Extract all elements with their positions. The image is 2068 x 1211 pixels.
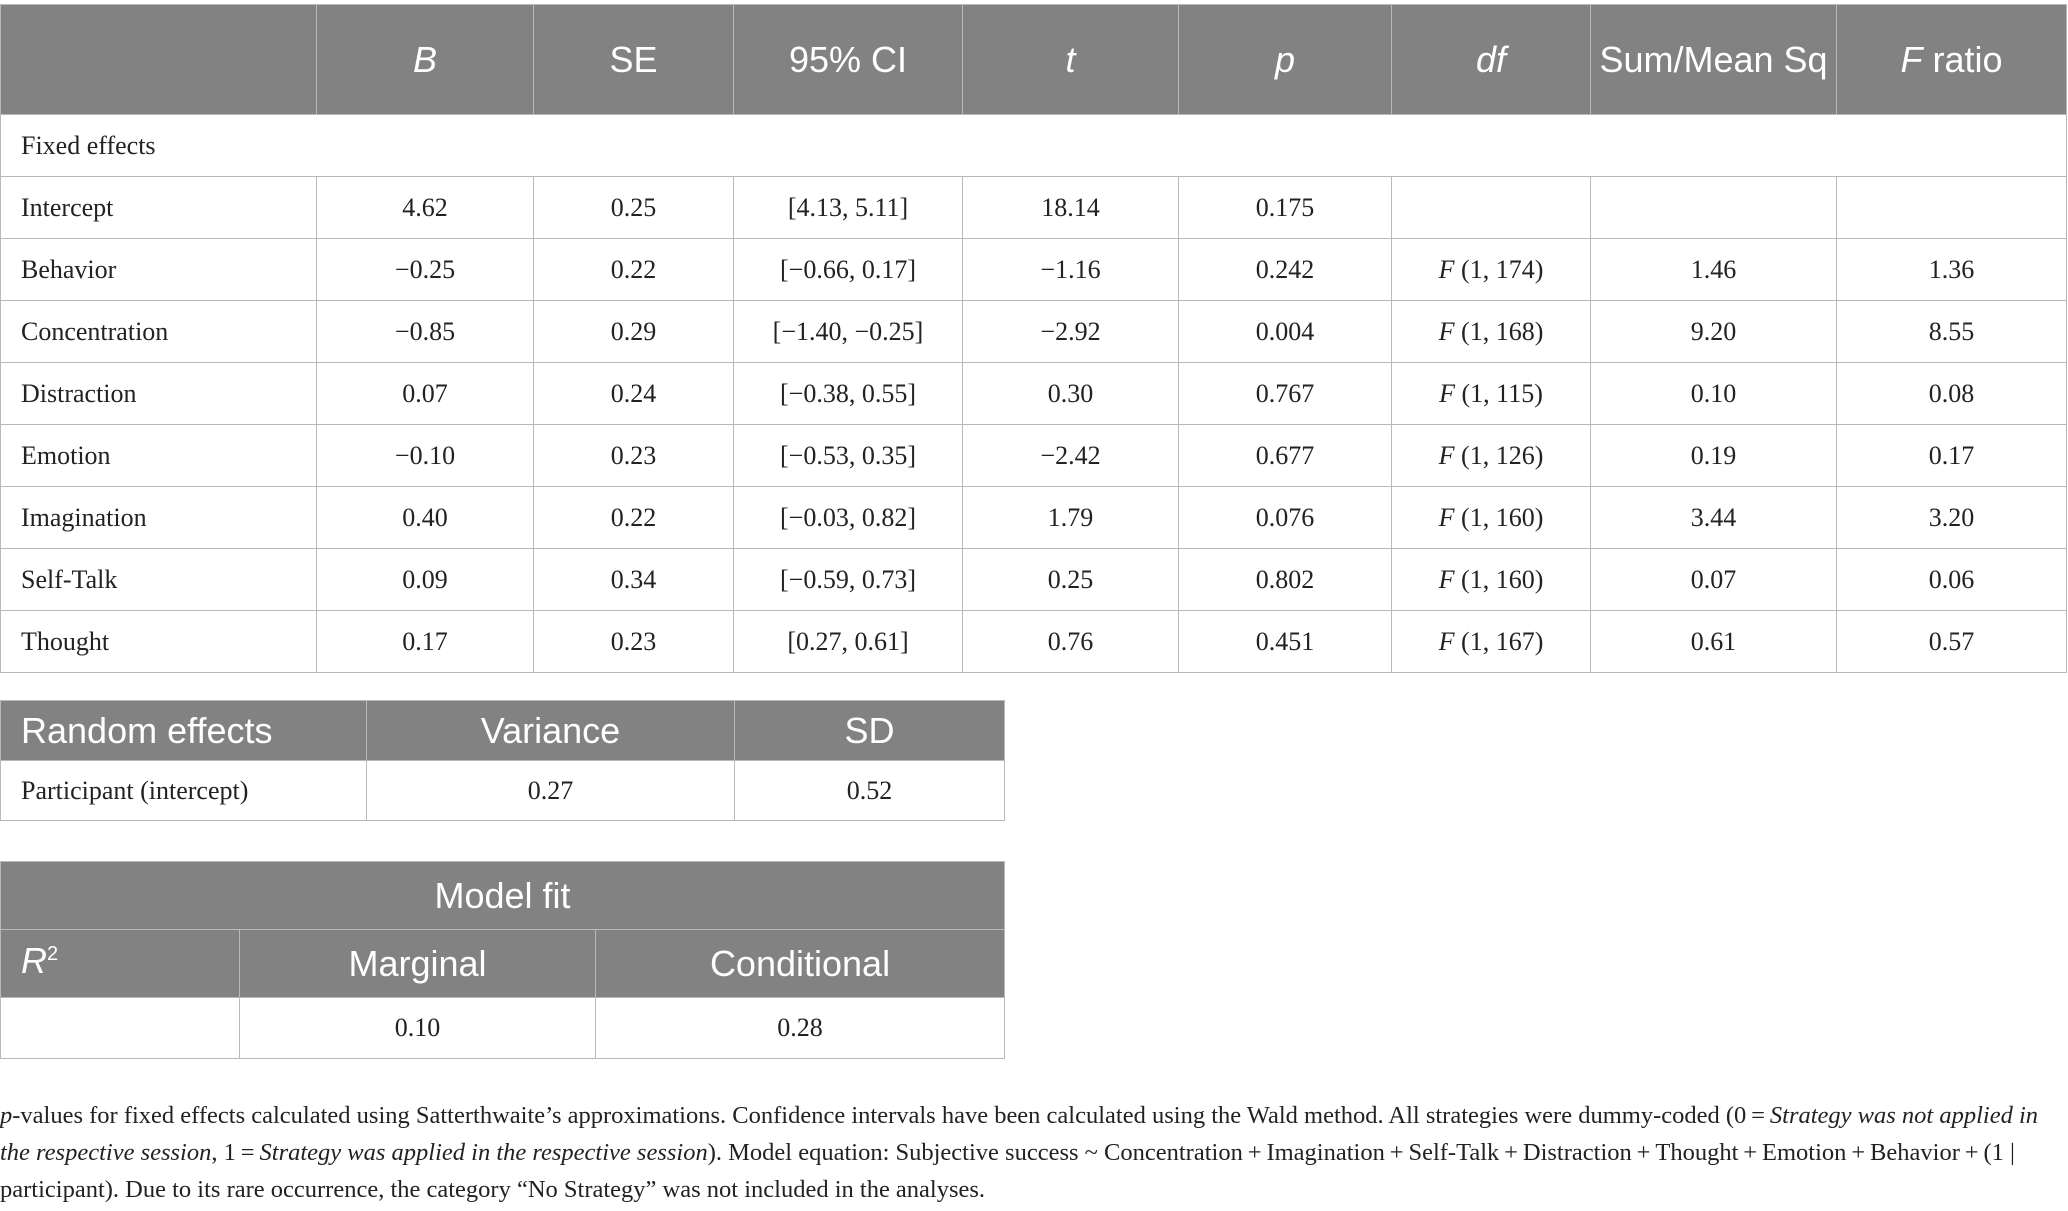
sd-value: 0.52 [735, 761, 1005, 821]
sum-mean-sq-value: 9.20 [1591, 301, 1837, 363]
table-row [1, 177, 2067, 239]
header-df: df [1392, 5, 1591, 115]
row-label: Behavior [1, 239, 317, 301]
df-value: F (1, 174) [1392, 239, 1591, 301]
header-se: SE [534, 5, 734, 115]
t-value: 1.79 [963, 487, 1179, 549]
table-row [1, 761, 1005, 821]
se-value: 0.23 [534, 611, 734, 673]
b-value: 4.62 [317, 177, 534, 239]
table-row [1, 301, 2067, 363]
f-ratio-value [1837, 177, 2067, 239]
df-value: F (1, 160) [1392, 549, 1591, 611]
header-ci: 95% CI [734, 5, 963, 115]
footnote-text-3: ). Model equation: Subjective success ~ Concentration + Imagination + Self-Talk + Distraction + Thought + Emotion + Behavior + (1 | participant). Due to its rare occurrence, the category “No Strategy” was not included in the analyses. [0, 1139, 2015, 1203]
t-value: −1.16 [963, 239, 1179, 301]
footnote-italic-2: Strategy was applied in the respective session [259, 1139, 708, 1166]
f-ratio-value: 8.55 [1837, 301, 2067, 363]
random-effects-table [0, 700, 1005, 821]
row-label: Concentration [1, 301, 317, 363]
p-value: 0.451 [1179, 611, 1392, 673]
header-f-ratio: F ratio [1837, 5, 2067, 115]
sum-mean-sq-value: 0.07 [1591, 549, 1837, 611]
table-footnote [0, 1097, 2062, 1208]
sum-mean-sq-value: 3.44 [1591, 487, 1837, 549]
footnote-text-2: , 1 = [211, 1139, 260, 1166]
table-row [1, 611, 2067, 673]
p-value: 0.677 [1179, 425, 1392, 487]
f-ratio-value: 0.08 [1837, 363, 2067, 425]
t-value: 0.76 [963, 611, 1179, 673]
df-value [1392, 177, 1591, 239]
model-fit-title: Model fit [1, 862, 1005, 930]
b-value: 0.17 [317, 611, 534, 673]
conditional-value: 0.28 [596, 998, 1005, 1059]
header-b: B [317, 5, 534, 115]
b-value: −0.25 [317, 239, 534, 301]
footnote-text-1: -values for fixed effects calculated using Satterthwaite’s approximations. Confidence intervals have been calculated using the Wald method. All strategies were dummy-coded (0 = [12, 1102, 1770, 1129]
p-value: 0.802 [1179, 549, 1392, 611]
ci-value: [0.27, 0.61] [734, 611, 963, 673]
variance-value: 0.27 [367, 761, 735, 821]
se-value: 0.22 [534, 239, 734, 301]
sum-mean-sq-value: 0.10 [1591, 363, 1837, 425]
ci-value: [4.13, 5.11] [734, 177, 963, 239]
p-value: 0.076 [1179, 487, 1392, 549]
ci-value: [−1.40, −0.25] [734, 301, 963, 363]
header-conditional: Conditional [596, 930, 1005, 998]
row-label: Self-Talk [1, 549, 317, 611]
sum-mean-sq-value: 1.46 [1591, 239, 1837, 301]
f-ratio-value: 3.20 [1837, 487, 2067, 549]
section-row [1, 115, 2067, 177]
p-value: 0.767 [1179, 363, 1392, 425]
empty-cell [1, 998, 240, 1059]
row-label: Distraction [1, 363, 317, 425]
header-random-effects: Random effects [1, 701, 367, 761]
sum-mean-sq-value: 0.61 [1591, 611, 1837, 673]
header-empty [1, 5, 317, 115]
model-fit-title-row [1, 862, 1005, 930]
t-value: 0.25 [963, 549, 1179, 611]
header-marginal: Marginal [240, 930, 596, 998]
fixed-effects-table [0, 4, 2067, 673]
se-value: 0.23 [534, 425, 734, 487]
row-label: Imagination [1, 487, 317, 549]
header-variance: Variance [367, 701, 735, 761]
se-value: 0.24 [534, 363, 734, 425]
b-value: −0.85 [317, 301, 534, 363]
df-value: F (1, 115) [1392, 363, 1591, 425]
random-header-row [1, 701, 1005, 761]
p-value: 0.004 [1179, 301, 1392, 363]
model-fit-header-row [1, 930, 1005, 998]
se-value: 0.29 [534, 301, 734, 363]
participant-label: Participant (intercept) [1, 761, 367, 821]
ci-value: [−0.59, 0.73] [734, 549, 963, 611]
p-value: 0.175 [1179, 177, 1392, 239]
b-value: 0.07 [317, 363, 534, 425]
sum-mean-sq-value [1591, 177, 1837, 239]
table-row [1, 425, 2067, 487]
table-row [1, 549, 2067, 611]
b-value: −0.10 [317, 425, 534, 487]
row-label: Thought [1, 611, 317, 673]
df-value: F (1, 167) [1392, 611, 1591, 673]
ci-value: [−0.38, 0.55] [734, 363, 963, 425]
t-value: −2.92 [963, 301, 1179, 363]
df-value: F (1, 168) [1392, 301, 1591, 363]
fixed-header-row [1, 5, 2067, 115]
table-row [1, 239, 2067, 301]
se-value: 0.25 [534, 177, 734, 239]
header-r-squared: $R^2$ [1, 930, 240, 998]
footnote-italic-1: Strategy was not applied in the respective session [0, 1102, 2039, 1166]
sum-mean-sq-value: 0.19 [1591, 425, 1837, 487]
f-ratio-value: 0.57 [1837, 611, 2067, 673]
section-label: Fixed effects [1, 115, 2067, 177]
footnote-p: p [0, 1102, 13, 1129]
header-p: p [1179, 5, 1392, 115]
b-value: 0.09 [317, 549, 534, 611]
t-value: 0.30 [963, 363, 1179, 425]
ci-value: [−0.03, 0.82] [734, 487, 963, 549]
t-value: −2.42 [963, 425, 1179, 487]
ci-value: [−0.53, 0.35] [734, 425, 963, 487]
b-value: 0.40 [317, 487, 534, 549]
ci-value: [−0.66, 0.17] [734, 239, 963, 301]
se-value: 0.34 [534, 549, 734, 611]
table-row [1, 363, 2067, 425]
row-label: Intercept [1, 177, 317, 239]
df-value: F (1, 160) [1392, 487, 1591, 549]
header-sd: SD [735, 701, 1005, 761]
p-value: 0.242 [1179, 239, 1392, 301]
header-t: t [963, 5, 1179, 115]
model-fit-table [0, 861, 1005, 1059]
t-value: 18.14 [963, 177, 1179, 239]
marginal-value: 0.10 [240, 998, 596, 1059]
row-label: Emotion [1, 425, 317, 487]
f-ratio-value: 0.06 [1837, 549, 2067, 611]
table-row [1, 487, 2067, 549]
df-value: F (1, 126) [1392, 425, 1591, 487]
model-fit-values-row [1, 998, 1005, 1059]
se-value: 0.22 [534, 487, 734, 549]
header-sum-mean-sq: Sum/Mean Sq [1591, 5, 1837, 115]
f-ratio-value: 0.17 [1837, 425, 2067, 487]
f-ratio-value: 1.36 [1837, 239, 2067, 301]
